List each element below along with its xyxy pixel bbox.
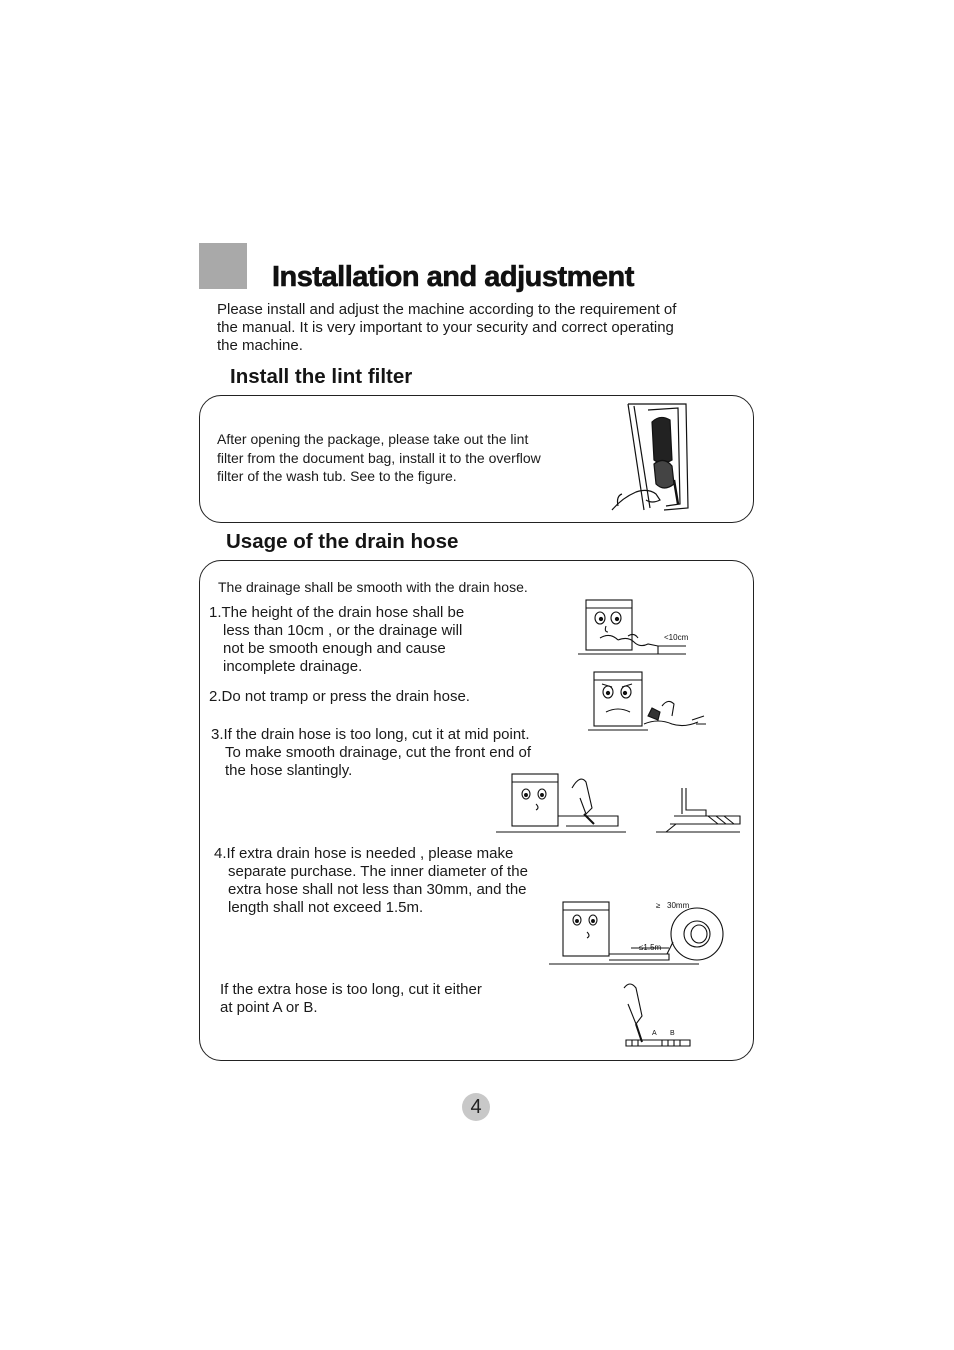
diameter-label: 30mm [667, 901, 690, 910]
point-a-label: A [652, 1030, 657, 1037]
drain-item-1 [209, 604, 464, 676]
lint-filter-heading: Install the lint filter [230, 365, 413, 388]
hose-height-figure [578, 596, 690, 658]
no-tramp-figure [588, 668, 712, 740]
section-marker-square [199, 243, 247, 289]
drain-hose-heading: Usage of the drain hose [226, 530, 459, 553]
item-4-line: separate purchase. The inner diameter of the [228, 863, 528, 880]
page-title: Installation and adjustment [272, 261, 634, 293]
diameter-symbol: ≥ [656, 901, 661, 910]
lint-filter-line: After opening the package, please take out the lint [217, 431, 529, 447]
item-4-line: 4.If extra drain hose is needed , please make [214, 845, 514, 862]
cut-hose-figure [496, 768, 628, 838]
lint-filter-line: filter from the document bag, install it to the overflow [217, 449, 541, 466]
lint-filter-line: filter of the wash tub. See to the figure. [217, 468, 457, 484]
drain-hose-lead [218, 578, 528, 597]
extra-hose-note [220, 981, 482, 1017]
extra-hose-figure [549, 896, 727, 968]
drain-item-2 [209, 688, 470, 706]
page-number: 4 [462, 1093, 490, 1121]
item-4-line: extra hose shall not less than 30mm, and the [228, 881, 527, 898]
drain-item-3 [211, 726, 531, 780]
intro-line: the manual. It is very important to your security and correct operating [217, 319, 674, 336]
intro-line: the machine. [217, 337, 303, 354]
item-1-line: less than 10cm , or the drainage will [223, 622, 463, 639]
length-label: ≤1.5m [639, 943, 662, 952]
hose-height-label: <10cm [664, 633, 689, 642]
extra-note-line: If the extra hose is too long, cut it either [220, 981, 482, 998]
lint-filter-text [217, 430, 541, 486]
item-1-line: not be smooth enough and cause [223, 640, 446, 657]
drain-hose-lead-line: The drainage shall be smooth with the drain hose. [218, 579, 528, 595]
lint-filter-figure [608, 400, 704, 516]
extra-note-line: at point A or B. [220, 999, 318, 1016]
intro-text [217, 301, 737, 355]
cut-point-figure [618, 980, 696, 1050]
item-2-line: 2.Do not tramp or press the drain hose. [209, 688, 470, 705]
slant-cut-figure [656, 786, 744, 838]
item-3-line: the hose slantingly. [225, 762, 353, 779]
item-1-line: 1.The height of the drain hose shall be [209, 604, 465, 621]
item-1-line: incomplete drainage. [223, 658, 363, 675]
item-4-line: length shall not exceed 1.5m. [228, 899, 424, 916]
point-b-label: B [670, 1030, 675, 1037]
intro-line: Please install and adjust the machine according to the requirement of [217, 301, 677, 318]
item-3-line: 3.If the drain hose is too long, cut it at mid point. [211, 726, 530, 743]
item-3-line: To make smooth drainage, cut the front end of [225, 744, 532, 761]
drain-item-4 [214, 845, 528, 917]
